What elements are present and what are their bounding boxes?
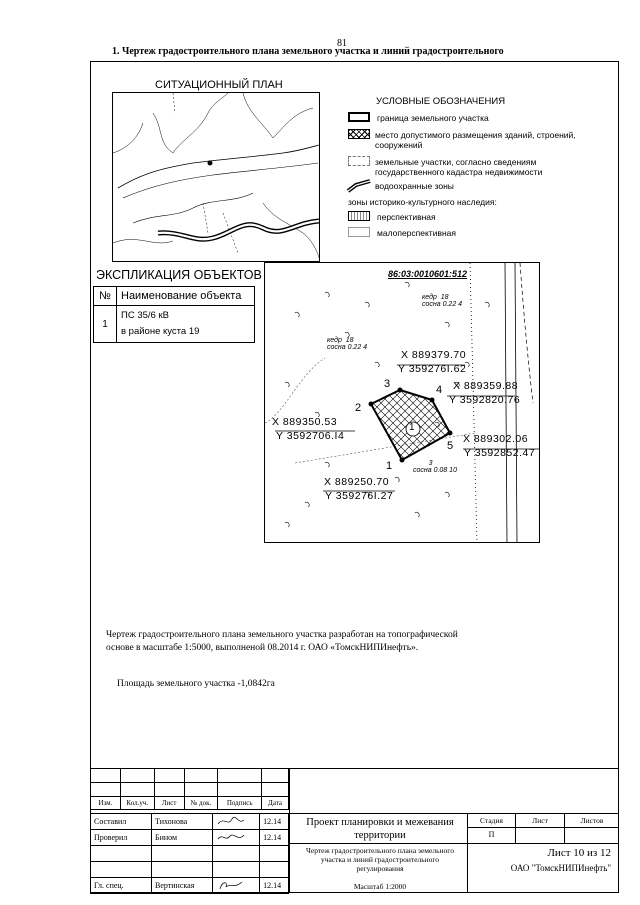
point-3-marker — [398, 388, 403, 393]
explication-header-no: № — [94, 287, 117, 306]
cadastral-number: 86:03:0010601:512 — [388, 269, 468, 279]
table-row — [94, 306, 255, 343]
table-row — [91, 878, 289, 894]
sheet-header: Лист — [532, 816, 548, 825]
title-block-revisions — [90, 768, 289, 810]
name-checked: Бином — [152, 830, 213, 846]
tree-2-n2: 4 — [363, 344, 368, 351]
coord-point-4-y: Y 3592820.76 — [449, 394, 521, 406]
organization: ОАО "ТомскНИПИнефть" — [510, 863, 611, 873]
point-label-5: 5 — [447, 440, 454, 452]
legend-swatch-boundary — [348, 112, 370, 122]
name-composed: Тихонова — [152, 814, 213, 830]
tree-3-d: 0.08 — [433, 467, 448, 474]
explication-row-no: 1 — [94, 306, 117, 343]
tree-annotation-1 — [422, 294, 462, 308]
role-chief: Гл. спец. — [91, 878, 152, 894]
explication-title: ЭКСПЛИКАЦИЯ ОБЪЕКТОВ — [96, 268, 262, 282]
col-kol: Кол.уч. — [120, 797, 154, 810]
signature-chief — [213, 878, 260, 894]
project-title: Проект планировки и межевания территории — [306, 817, 454, 841]
explication-row-name-line2: в районе куста 19 — [121, 326, 200, 337]
area-text: Площадь земельного участка -1,0842га — [117, 679, 275, 689]
explication-row-name-line1: ПС 35/6 кВ — [121, 310, 169, 321]
coord-point-2-y: Y 3592706.I4 — [276, 430, 345, 442]
tree-1-l1: кедр — [422, 294, 437, 301]
stage-value: П — [488, 830, 495, 839]
explication-table — [93, 286, 255, 343]
table-row — [91, 846, 289, 862]
tree-2-l1: кедр — [327, 337, 342, 344]
table-row — [91, 769, 289, 783]
point-4-marker — [430, 398, 435, 403]
point-label-1: 1 — [386, 460, 393, 472]
col-date: Дата — [262, 797, 289, 810]
point-label-2: 2 — [355, 402, 362, 414]
point-2-marker — [369, 402, 374, 407]
tree-annotation-2 — [327, 337, 367, 351]
coord-point-2-x: X 889350.53 — [272, 416, 338, 428]
tree-3-n2: 10 — [449, 467, 457, 474]
legend-swatch-cadastral — [348, 156, 370, 166]
coord-point-1-x: X 889250.70 — [324, 476, 390, 488]
point-label-3: 3 — [384, 378, 391, 390]
page-number: 81 — [337, 38, 347, 49]
sheets-header: Листов — [580, 816, 604, 825]
role-composed: Составил — [91, 814, 152, 830]
coord-point-5-y: Y 3592852.47 — [464, 447, 536, 459]
drawing-title: Чертеж градостроительного плана земельного участка и линий градостроительного регулирования — [306, 846, 454, 873]
legend-item-perspective: перспективная — [377, 212, 436, 222]
legend-swatch-water-zone — [346, 179, 374, 193]
explication-header-name: Наименование объекта — [117, 287, 255, 306]
table-row — [91, 797, 289, 810]
signature-composed — [213, 814, 260, 830]
title-block-signatures — [90, 813, 289, 894]
table-row — [94, 287, 255, 306]
coord-point-3-x: X 889379.70 — [401, 349, 467, 361]
legend-item-water-zone: водоохранные зоны — [375, 181, 454, 191]
note-line-2: основе в масштабе 1:5000, выполненой 08.2014 г. ОАО «ТомскНИПИнефть». — [106, 643, 419, 653]
point-label-4: 4 — [436, 384, 443, 396]
role-checked: Проверил — [91, 830, 152, 846]
legend-title: УСЛОВНЫЕ ОБОЗНАЧЕНИЯ — [376, 96, 506, 107]
note-line-1: Чертеж градостроительного плана земельного участка разработан на топографической — [106, 630, 458, 640]
parcel-label: 1 — [409, 422, 415, 433]
coord-point-1-y: Y 359276I.27 — [325, 490, 394, 502]
tree-3-l2: сосна — [413, 467, 432, 474]
legend-item-building-zone: место допустимого размещения зданий, строений, сооружений — [375, 130, 576, 150]
tree-2-d: 0.22 — [347, 344, 362, 351]
sheet-of-text: Лист 10 из 12 — [547, 847, 611, 859]
table-row — [91, 783, 289, 797]
legend-item-cadastral: земельные участки, согласно сведениям государственного кадастра недвижимости — [375, 157, 543, 177]
table-row — [91, 862, 289, 878]
situation-plan-title: СИТУАЦИОННЫЙ ПЛАН — [155, 79, 283, 91]
drawing-scale: Масштаб 1:2000 — [353, 882, 407, 891]
col-doc: № док. — [184, 797, 218, 810]
legend-heritage-title: зоны историко-культурного наследия: — [348, 197, 497, 207]
point-1-marker — [400, 458, 405, 463]
signature-checked — [213, 830, 260, 846]
situation-plan — [112, 92, 320, 262]
date-checked: 12.14 — [260, 830, 289, 846]
col-list: Лист — [154, 797, 184, 810]
legend-swatch-building-zone — [348, 129, 370, 139]
coord-point-3-y: Y 359276I.62 — [398, 363, 467, 375]
col-izm: Изм. — [91, 797, 121, 810]
tree-1-d: 0.22 — [442, 301, 457, 308]
stage-header: Стадия — [480, 816, 503, 825]
tree-1-n2: 4 — [458, 301, 463, 308]
tree-1-l2: сосна — [422, 301, 441, 308]
tree-annotation-3 — [413, 460, 457, 474]
legend-swatch-low-perspective — [348, 227, 370, 237]
coord-point-4-x: X 889359.88 — [453, 380, 519, 392]
tree-1-n1: 18 — [440, 294, 449, 301]
date-chief: 12.14 — [260, 878, 289, 894]
tree-3-n1: 3 — [428, 460, 433, 467]
legend-swatch-perspective — [348, 211, 370, 221]
page-heading: 1. Чертеж градостроительного плана земельного участка и линий градостроительного — [112, 46, 504, 57]
explication-row-name — [117, 306, 255, 343]
tree-2-n1: 18 — [345, 337, 354, 344]
legend-item-boundary: граница земельного участка — [377, 113, 489, 123]
coord-point-5-x: X 889302.06 — [463, 433, 529, 445]
situation-plan-map — [113, 93, 320, 262]
table-row — [91, 830, 289, 846]
name-chief: Вертинская — [152, 878, 213, 894]
title-block-main — [289, 768, 618, 892]
date-composed: 12.14 — [260, 814, 289, 830]
col-sign: Подпись — [218, 797, 262, 810]
tree-2-l2: сосна — [327, 344, 346, 351]
table-row — [91, 814, 289, 830]
legend-item-low-perspective: малоперспективная — [377, 228, 456, 238]
point-5-marker — [448, 431, 453, 436]
